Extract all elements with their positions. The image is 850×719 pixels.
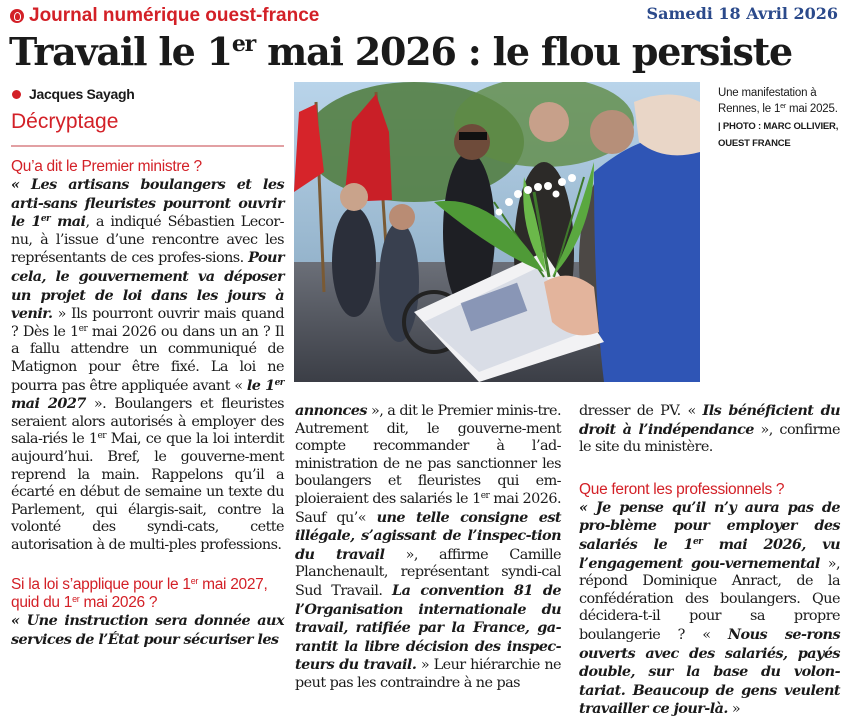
brand-logo-icon bbox=[10, 9, 24, 23]
column-1-paragraph-1 bbox=[11, 176, 284, 554]
demonstration-photo-illustration bbox=[294, 82, 700, 382]
superscript-run: er bbox=[78, 323, 88, 334]
emphasis-run: Ils bénéficient du droit à l’indépendance bbox=[579, 402, 841, 438]
caption-part-a: Une manifestation à Rennes, le 1 bbox=[718, 87, 817, 115]
article-photo bbox=[294, 82, 700, 382]
emphasis-run: une telle consigne est illégale, s’agissant de l’inspec-tion du travail bbox=[295, 508, 561, 563]
text-run: » Leur hiérarchie ne peut pas les contraindre à ne pas bbox=[295, 657, 561, 691]
text-run: Mai, ce que la loi interdit aujourd’hui. Bref, le gouverne-ment reprend la main. Rappelons qu’il a écarté en début de semaine un texte du Parlement, qui élargis-sait, contre la volonté des syndi-cats, cette autorisation à de multi-ples professions. bbox=[11, 431, 284, 553]
text-run: », répond Dominique Anract, de la confédération des boulangers. Que décidera-t-il pour sa propre boulangerie ? « bbox=[579, 555, 840, 643]
column-2-paragraph-1 bbox=[295, 402, 561, 693]
headline-superscript: er bbox=[231, 31, 256, 57]
question-3: Que feront les professionnels ? bbox=[579, 480, 785, 498]
emphasis-run: La convention 81 de l’Organisation internationale du travail, ratifiée par la France, ga-rantit la libre décision des inspec-teurs du travail. bbox=[295, 581, 561, 674]
caption-part-b: mai 2025. bbox=[786, 103, 838, 115]
headline-part-b: mai 2026 : le flou persiste bbox=[255, 29, 792, 74]
column-1 bbox=[11, 158, 284, 650]
column-3-paragraph-2 bbox=[579, 499, 840, 719]
emphasis-superscript-run: er bbox=[274, 377, 284, 388]
text-run: », affirme Camille Planchenault, représentant syndi-cal Sud Travail. bbox=[295, 546, 561, 599]
text-run: ». Boulangers et fleuristes seraient alors autorisés à employer des sala-riés le 1 bbox=[11, 396, 284, 448]
emphasis-superscript-run: er bbox=[692, 536, 703, 547]
column-3-paragraph-1 bbox=[579, 402, 840, 457]
caption-superscript: er bbox=[780, 103, 786, 110]
brand-name bbox=[10, 5, 319, 27]
question-2-superscript-2: er bbox=[72, 594, 80, 605]
photo-caption bbox=[718, 85, 842, 152]
question-2-superscript-1: er bbox=[190, 576, 199, 587]
superscript-run: er bbox=[97, 431, 107, 442]
question-2 bbox=[11, 576, 284, 612]
text-run: mai 2026 ou dans un an ? Il a fallu attendre un communiqué de Matignon pour être fixé. La loi ne pourra pas être appliquée avant « bbox=[11, 323, 284, 394]
emphasis-run: « Je pense qu’il n’y aura pas de pro-blème pour employer des salariés le 1 bbox=[579, 498, 840, 553]
text-run: , a indiqué Sébastien Lecor-nu, à l’issue d’une rencontre avec les représentants de ces profes-sions. bbox=[11, 214, 284, 267]
text-run: » Ils pourront ouvrir mais quand ? Dès le 1 bbox=[11, 306, 284, 340]
emphasis-run: mai bbox=[50, 213, 86, 231]
emphasis-run: annonces bbox=[295, 402, 367, 419]
photo-credit: | PHOTO : MARC OLLIVIER, OUEST FRANCE bbox=[718, 121, 839, 149]
text-run: » bbox=[727, 701, 741, 718]
emphasis-run: Pour cela, le gouvernement va déposer un projet de loi dans les jours à venir. bbox=[11, 249, 284, 323]
emphasis-run: mai 2027 bbox=[11, 395, 86, 413]
emphasis-run: « Une instruction sera donnée aux services de l’État pour sécuriser les bbox=[11, 612, 284, 649]
headline-part-a: Travail le 1 bbox=[9, 29, 232, 74]
text-run: dresser de PV. « bbox=[579, 403, 703, 419]
column-1-paragraph-2 bbox=[11, 612, 284, 649]
text-run: mai 2026. Sauf qu’« bbox=[295, 490, 561, 526]
rubric-label: Décryptage bbox=[11, 110, 119, 133]
text-run: », a dit le Premier minis-tre. Autrement dit, le gouverne-ment compte recommander à l’ad-ministration de ne pas sanctionner les boulangers et fleuristes qui em-ploieraient des salariés le 1 bbox=[295, 403, 561, 507]
column-2 bbox=[295, 402, 561, 693]
brand-label: Journal numérique ouest-france bbox=[29, 5, 320, 26]
question-2-part-c: mai 2026 ? bbox=[79, 594, 158, 612]
question-1: Qu’a dit le Premier ministre ? bbox=[11, 158, 202, 175]
author-byline bbox=[12, 86, 135, 102]
author-name: Jacques Sayagh bbox=[29, 86, 135, 102]
superscript-run: er bbox=[480, 490, 490, 501]
article-headline bbox=[9, 26, 841, 78]
question-2-part-b: mai 2027, quid du 1 bbox=[11, 576, 268, 612]
publication-date: Samedi 18 Avril 2026 bbox=[646, 4, 838, 23]
emphasis-run: mai 2026, vu l’engagement gou-vernemental bbox=[579, 535, 840, 572]
emphasis-run: « Les artisans boulangers et les arti-sans fleuristes pourront ouvrir le 1 bbox=[11, 176, 284, 231]
question-2-part-a: Si la loi s’applique pour le 1 bbox=[11, 576, 191, 594]
emphasis-run: Nous se-rons ouverts avec des salariés, payés double, sur la base du volon-tariat. Beaucoup de gens veulent travailler ce jour-là. bbox=[579, 625, 841, 718]
column-3 bbox=[579, 402, 840, 719]
author-bullet-icon bbox=[12, 90, 21, 99]
text-run: », confirme le site du ministère. bbox=[579, 421, 840, 456]
emphasis-superscript-run: er bbox=[40, 214, 51, 225]
rubric-divider bbox=[11, 145, 284, 147]
emphasis-run: le 1 bbox=[246, 376, 275, 394]
